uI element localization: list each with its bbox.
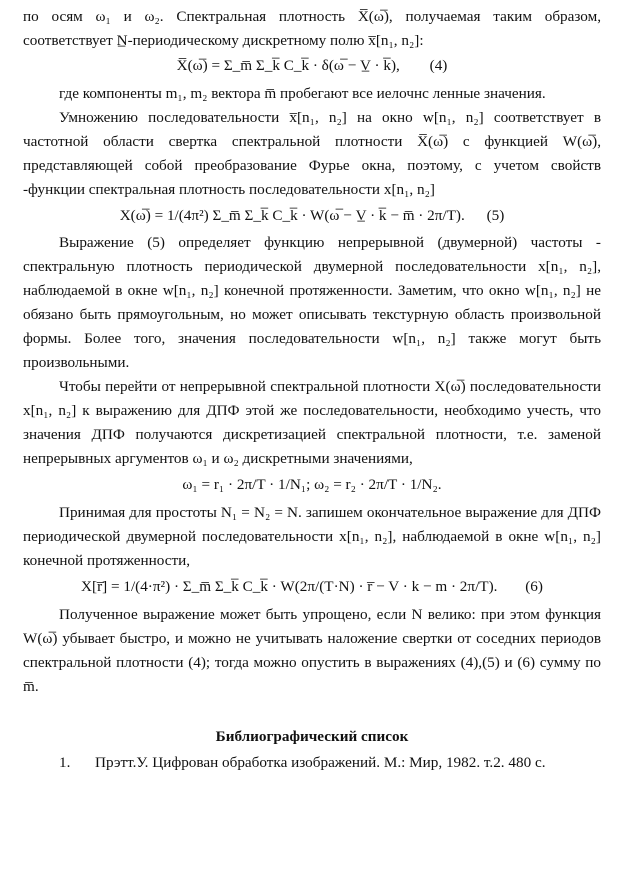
equation-4-number: (4) [429,57,448,74]
equation-4-body: X̅(ω̅) = Σ_m̅ Σ_k̅ C_k̅ · δ(ω̅ − V̲ · k̅), [176,57,400,74]
equation-6 [23,575,601,599]
equation-6-number: (6) [525,578,543,595]
paragraph-1: по осям ω₁ и ω₂. Спектральная плотность X̅(ω̅), получаемая таким образом, соответствует N̲-периодическому дискретному полю x̅[n₁, n₂]: [23,8,601,49]
equation-6-body: X[r̅] = 1/(4·π²) · Σ_m̅ Σ_k̅ C_k̅ · W(2π/(T·N) · r̅ − V · k − m · 2π/T). [81,578,498,595]
paragraph-2: где компоненты m₁, m₂ вектора m̅ пробегают все иелочнс ленные значения. [59,85,546,102]
bibliography-item [23,751,601,775]
equation-omega [23,473,601,497]
paragraph-4: Выражение (5) определяет функцию непрерывной (двумерной) частоты - спектральную плотность периодической двумерной последовательности x[n₁, n₂], наблюдаемой в окне w[n₁, n₂] конечной протяженности. Заметим, что окно w[n₁, n₂] не обязано быть прямоугольным, но может описывать текстурную область произвольной формы. Более того, значения последовательности w[n₁, n₂] также могут быть произвольными. [23,234,601,371]
equation-5-body: X(ω̅) = 1/(4π²) Σ_m̅ Σ_k̅ C_k̅ · W(ω̅ − V̲ · k̅ − m̅ · 2π/T). [119,207,465,224]
paragraph-7: Полученное выражение может быть упрощено, если N велико: при этом функция W(ω̅) убывает быстро, и можно не учитывать наложение свертки от соседних периодов спектральной плотности (4); тогда можно опустить в выражениях (4),(5) и (6) сумму по m̅. [23,606,601,695]
equation-omega-body: ω₁ = r₁ · 2π/T · 1/N₁; ω₂ = r₂ · 2π/T · 1/N₂. [182,476,442,493]
equation-4 [23,54,601,78]
bibliography-item-number: 1. [59,754,71,771]
paragraph-6: Принимая для простоты N₁ = N₂ = N. запишем окончательное выражение для ДПФ периодической двумерной последовательности x[n₁, n₂], наблюдаемой в окне w[n₁, n₂] конечной протяженности, [23,504,601,569]
paragraph-5: Чтобы перейти от непрерывной спектральной плотности X(ω̅) последовательности x[n₁, n₂] к выражению для ДПФ этой же последовательности, необходимо учесть, что значения ДПФ получаются дискретизацией спектральной плотности, т.е. заменой непрерывных аргументов ω₁ и ω₂ дискретными значениями, [23,378,601,467]
paragraph-3: Умножению последовательности x̅[n₁, n₂] на окно w[n₁, n₂] соответствует в частотной области свертка спектральной плотности X̅(ω̅) с функцией W(ω̅), представляющей собой преобразование Фурье окна, поэтому, с учетом свойств -функции спектральная плотность последовательности x[n₁, n₂] [23,109,601,198]
equation-5 [23,204,601,228]
equation-5-number: (5) [486,207,505,224]
bibliography-item-text: Прэтт.У. Цифрован обработка изображений. М.: Мир, 1982. т.2. 480 с. [95,754,546,771]
bibliography-title: Библиографический список [215,728,409,745]
